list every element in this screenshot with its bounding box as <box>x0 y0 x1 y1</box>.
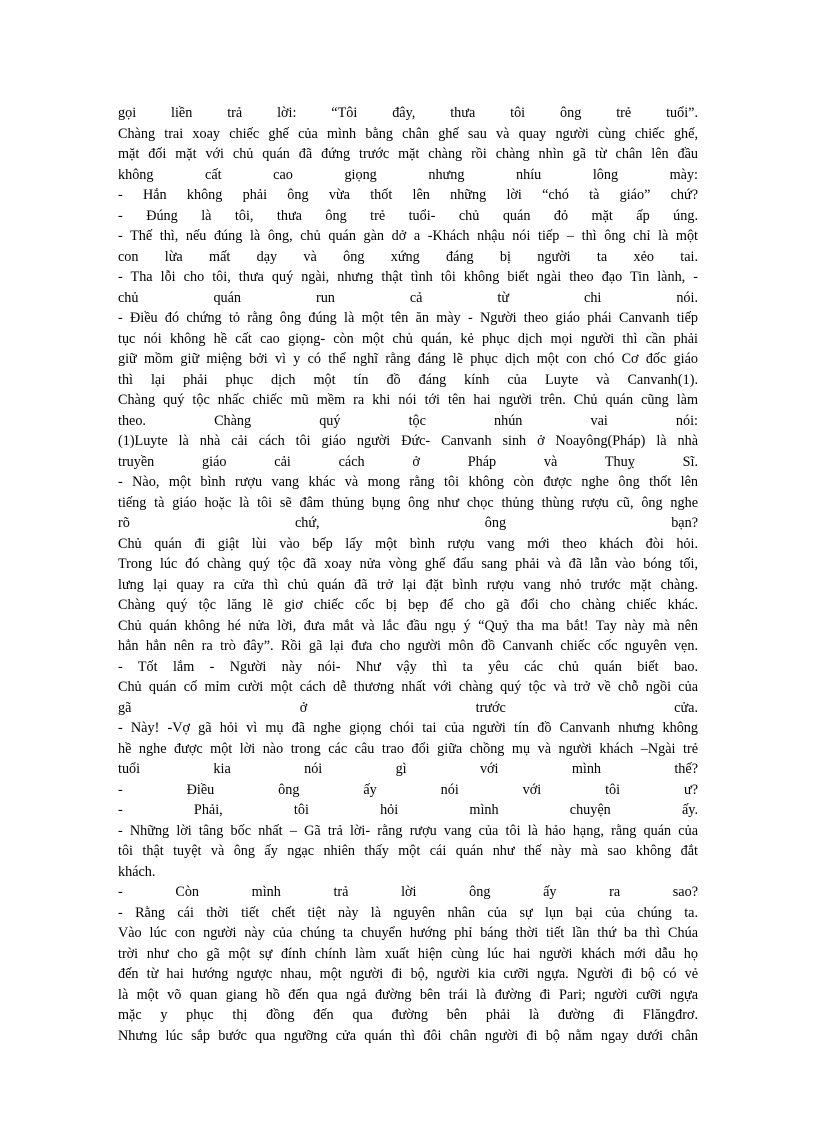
text-line: mặt đối mặt với chủ quán đã đứng trước mặt chàng rồi chàng nhìn gã từ chân lên đầu <box>118 146 698 162</box>
text-line: Vào lúc con người này của chúng ta chuyển hướng phỉ báng thời tiết lần thứ ba thì Chúa <box>118 925 698 941</box>
text-line: tục nói không hề cất cao giọng- còn một chủ quán, kẻ phục dịch mọi người thì cần phải <box>118 330 698 347</box>
text-line: con lừa mất dạy và ông xứng đáng bị người ta xẻo tai. <box>118 248 698 265</box>
text-line: tuổi kia nói gì với mình thế? <box>118 761 698 777</box>
document-page <box>118 103 698 1046</box>
text-line: là một võ quan giang hồ đến qua ngả đường bên trái là đường đi Pari; người cưỡi ngựa <box>118 986 698 1003</box>
footnote-line: (1)Luyte là nhà cải cách tôi giáo người Đức- Canvanh sinh ở Noayông(Pháp) là nhà <box>118 433 698 449</box>
text-line: khách. <box>118 863 156 880</box>
text-line: tôi thật tuyệt và ông ấy ngạc nhiên thấy một cái quán như thế này mà sao không đắt <box>118 843 698 859</box>
text-line: - Tốt lắm - Người này nói- Như vậy thì ta yêu các chủ quán biết bao. <box>118 658 698 675</box>
text-line: Chàng quý tộc lăng lẽ giơ chiếc cốc bị bẹp để cho gã đổi cho chàng chiếc khác. <box>118 597 698 613</box>
text-line: gọi liền trả lời: “Tôi đây, thưa tôi ông trẻ tuổi”. <box>118 105 698 121</box>
text-line: chủ quán run cả từ chi nói. <box>118 289 698 306</box>
text-line: giữ mồm giữ miệng bởi vì y có thể nghĩ rằng đáng lẽ phục dịch một con chó Cơ đốc giáo <box>118 351 698 367</box>
text-line: - Còn mình trả lời ông ấy ra sao? <box>118 884 698 900</box>
text-line: - Rằng cái thời tiết chết tiệt này là nguyên nhân của sự lụn bại của chúng ta. <box>118 904 698 921</box>
text-line: hẳn hẳn nên ra trò đây”. Rồi gã lại đưa cho người môn đồ Canvanh chiếc cốc nguyên vẹn. <box>118 638 698 654</box>
footnote-line: truyền giáo cải cách ở Pháp và Thuỵ Sĩ. <box>118 453 698 470</box>
text-line: Nhưng lúc sắp bước qua ngưỡng cửa quán thì đôi chân người đi bộ nằm ngay dưới chân <box>118 1027 698 1044</box>
text-line: hề nghe được một lời nào trong các câu trao đổi giữa chồng mụ và người khách –Ngài trẻ <box>118 740 698 757</box>
text-line: rõ chứ, ông bạn? <box>118 515 698 531</box>
text-line: Chủ quán cố mỉm cười một cách dễ thương nhất với chàng quý tộc và trở về chỗ ngồi của <box>118 679 698 695</box>
text-line: - Này! -Vợ gã hỏi vì mụ đã nghe giọng chói tai của người tín đồ Canvanh nhưng không <box>118 720 698 736</box>
text-line: - Điều ông ấy nói với tôi ư? <box>118 781 698 798</box>
text-line: - Điều đó chứng tỏ rằng ông đúng là một tên ăn mày - Người theo giáo phái Canvanh tiếp <box>118 310 698 326</box>
text-line: thì lại phải phục dịch một tín đồ đáng kính của Luyte và Canvanh(1). <box>118 371 698 388</box>
text-line: - Nào, một bình rượu vang khác và mong rằng tôi không còn được nghe ông thốt lên <box>118 474 698 490</box>
text-line: Chủ quán đi giật lùi vào bếp lấy một bình rượu vang mới theo khách đòi hỏi. <box>118 535 698 552</box>
text-line: - Những lời tâng bốc nhất – Gã trả lời- rằng rượu vang của tôi là hảo hạng, rằng quán của <box>118 822 698 839</box>
text-line: đến từ hai hướng ngược nhau, một người đi bộ, người kia cưỡi ngựa. Người đi bộ có vẻ <box>118 966 698 982</box>
text-line: - Đúng là tôi, thưa ông trẻ tuổi- chủ quán đỏ mặt ấp úng. <box>118 207 698 224</box>
text-line: không cất cao giọng nhưng nhíu lông mày: <box>118 166 698 183</box>
text-line: gã ở trước cửa. <box>118 699 698 716</box>
text-line: - Phải, tôi hỏi mình chuyện ấy. <box>118 802 698 818</box>
text-line: Chàng trai xoay chiếc ghế của mình bằng chân ghế sau và quay người cùng chiếc ghế, <box>118 125 698 142</box>
text-line: trời như cho gã một sự đính chính làm xuất hiện cùng lúc hai người khách mới dẫu họ <box>118 945 698 962</box>
text-line: lưng lại quay ra cửa thì chủ quán đã trở lại đặt bình rượu vang nhỏ trước mặt chàng. <box>118 576 698 593</box>
text-line: - Tha lỗi cho tôi, thưa quý ngài, nhưng thật tình tôi không biết ngài theo đạo Tin lành, - <box>118 269 698 285</box>
text-line: - Thế thì, nếu đúng là ông, chủ quán gàn dở a -Khách nhậu nói tiếp – thì ông chỉ là một <box>118 228 698 244</box>
text-line: Chủ quán không hé nửa lời, đưa mắt và lắc đầu ngụ ý “Quỷ tha ma bắt! Tay này mà nên <box>118 617 698 634</box>
text-line: tiếng tà giáo hoặc là tôi sẽ đâm thủng bụng ông như chọc thủng thùng rượu cũ, ông nghe <box>118 494 698 511</box>
text-line: mặc y phục thị đồng đến qua đường bên phải là đường đi Flăngđrơ. <box>118 1007 698 1023</box>
text-line: theo. Chàng quý tộc nhún vai nói: <box>118 412 698 429</box>
text-line: Trong lúc đó chàng quý tộc đã xoay nửa vòng ghế đẩu sang phải và đã lẫn vào bóng tối, <box>118 556 698 572</box>
text-line: - Hắn không phải ông vừa thốt lên những lời “chó tà giáo” chứ? <box>118 187 698 203</box>
text-line: Chàng quý tộc nhấc chiếc mũ mềm ra khi nói tới tên hai người trên. Chủ quán cũng làm <box>118 392 698 408</box>
